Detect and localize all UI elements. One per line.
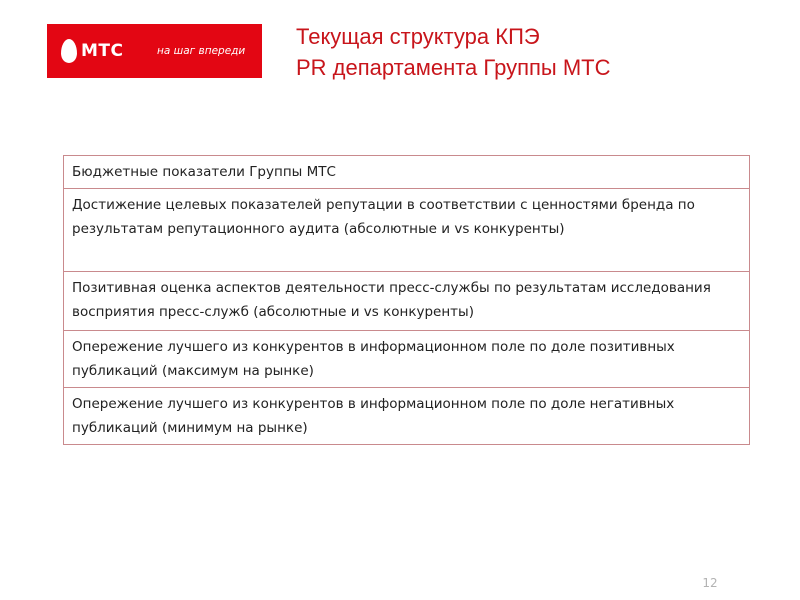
slide-title-line-2: PR департамента Группы МТС [296,55,611,80]
egg-logo-icon [61,39,77,63]
mts-logo [47,24,262,78]
slide-title [296,21,610,83]
kpi-cell: Достижение целевых показателей репутации в соответствии с ценностями бренда по результатам репутационного аудита (абсолютные и vs конкуренты) [64,189,750,272]
slide-title-line-1: Текущая структура КПЭ [296,24,540,49]
logo-slogan: на шаг впереди [157,45,246,57]
kpi-table [63,155,750,445]
table-row [64,189,750,272]
kpi-cell: Опережение лучшего из конкурентов в информационном поле по доле негативных публикаций (минимум на рынке) [64,388,750,445]
kpi-cell: Опережение лучшего из конкурентов в информационном поле по доле позитивных публикаций (максимум на рынке) [64,331,750,388]
kpi-cell: Позитивная оценка аспектов деятельности пресс-службы по результатам исследования восприятия пресс-служб (абсолютные и vs конкуренты) [64,272,750,331]
table-row [64,272,750,331]
table-row [64,388,750,445]
kpi-cell: Бюджетные показатели Группы МТС [64,156,750,189]
table-row [64,156,750,189]
table-row [64,331,750,388]
page-number: 12 [702,576,718,590]
logo-brand: МТС [81,41,124,61]
